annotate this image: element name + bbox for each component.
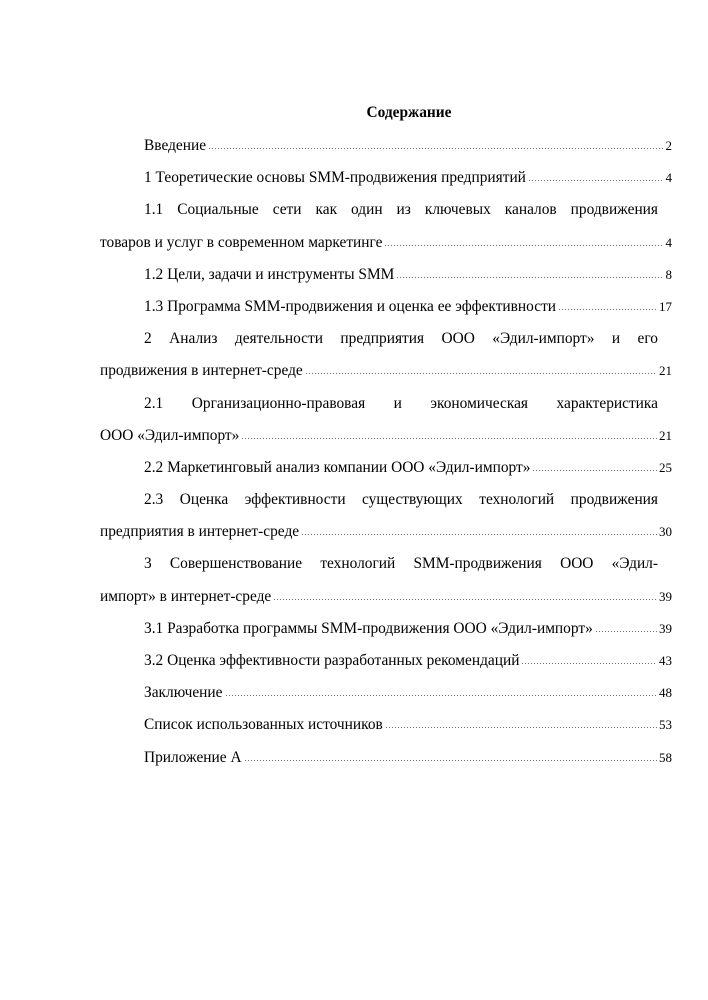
toc-page-number: 48 [659,685,672,701]
dot-leader [532,470,657,471]
dot-leader [521,663,657,664]
toc-entry-text: 2 Анализ деятельности предприятия ООО «Эдил-импорт» и его [144,330,658,348]
dot-leader [305,373,657,374]
toc-page-number: 8 [665,266,672,282]
toc-page-number: 25 [659,459,672,475]
toc-entry[interactable] [100,194,672,258]
toc-page-number: 53 [659,717,672,733]
dot-leader [384,245,663,246]
toc-entry[interactable] [100,291,672,323]
dot-leader [396,277,663,278]
toc-entry[interactable] [100,613,672,645]
toc-entry-text: ООО «Эдил-импорт» [100,426,240,444]
dot-leader [301,534,657,535]
toc-page-number: 4 [665,170,672,186]
toc-title: Содержание [366,104,452,121]
toc-entry[interactable] [100,742,672,774]
toc-page-number: 43 [659,653,672,668]
toc-entry-text: Приложение А [144,748,242,766]
dot-leader [241,438,657,439]
toc-entry-text: Заключение [144,684,223,702]
toc-page-number: 21 [659,427,672,443]
toc-entry-text: Введение [144,137,207,154]
toc-entry-text: 1.2 Цели, задачи и инструменты SMM [144,265,395,283]
dot-leader [273,599,657,600]
toc-entry-text: Список использованных источников [144,716,383,734]
toc-entry[interactable] [100,388,672,452]
table-of-contents [100,130,672,774]
toc-page-number: 58 [659,749,672,765]
toc-entry-text: 1.1 Социальные сети как один из ключевых каналов продвижения [144,201,658,219]
dot-leader [595,631,657,632]
dot-leader [528,180,664,181]
dot-leader [244,760,657,761]
toc-page-number: 17 [659,298,672,314]
dot-leader [558,309,657,310]
toc-entry-text: 1.3 Программа SMM-продвижения и оценка ее эффективности [144,297,557,315]
toc-entry[interactable] [100,709,672,741]
toc-entry-text: 3.1 Разработка программы SMM-продвижения ООО «Эдил-импорт» [144,619,593,637]
toc-entry-text: импорт» в интернет-среде [100,587,272,605]
toc-entry-text: 1 Теоретические основы SMM-продвижения предприятий [144,169,526,187]
dot-leader [225,695,658,696]
toc-entry[interactable] [100,677,672,709]
toc-entry-text: товаров и услуг в современном маркетинге [100,233,383,251]
toc-entry[interactable] [100,323,672,387]
toc-entry-text: 2.1 Организационно-правовая и экономическая характеристика [144,394,658,412]
toc-entry[interactable] [100,645,672,677]
toc-page-number: 21 [659,363,672,379]
toc-entry[interactable] [100,259,672,291]
dot-leader [208,148,663,149]
toc-entry[interactable] [100,548,672,612]
toc-entry[interactable] [100,452,672,484]
toc-entry[interactable] [100,162,672,194]
toc-entry-text: 3 Совершенствование технологий SMM-продвижения ООО «Эдил- [144,555,658,573]
toc-entry-text: продвижения в интернет-среде [100,362,303,380]
toc-page-number: 39 [659,588,672,604]
toc-entry-text: 2.2 Маркетинговый анализ компании ООО «Эдил-импорт» [144,458,531,476]
toc-page-number: 2 [665,138,672,153]
dot-leader [385,727,657,728]
toc-entry-text: 3.2 Оценка эффективности разработанных рекомендаций [144,652,520,669]
toc-page-number: 30 [659,524,672,540]
toc-entry[interactable] [100,484,672,548]
toc-entry[interactable] [100,130,672,162]
toc-page-number: 39 [659,620,672,636]
toc-entry-text: 2.3 Оценка эффективности существующих технологий продвижения [144,491,658,509]
toc-entry-text: предприятия в интернет-среде [100,523,300,541]
toc-page-number: 4 [665,234,672,250]
